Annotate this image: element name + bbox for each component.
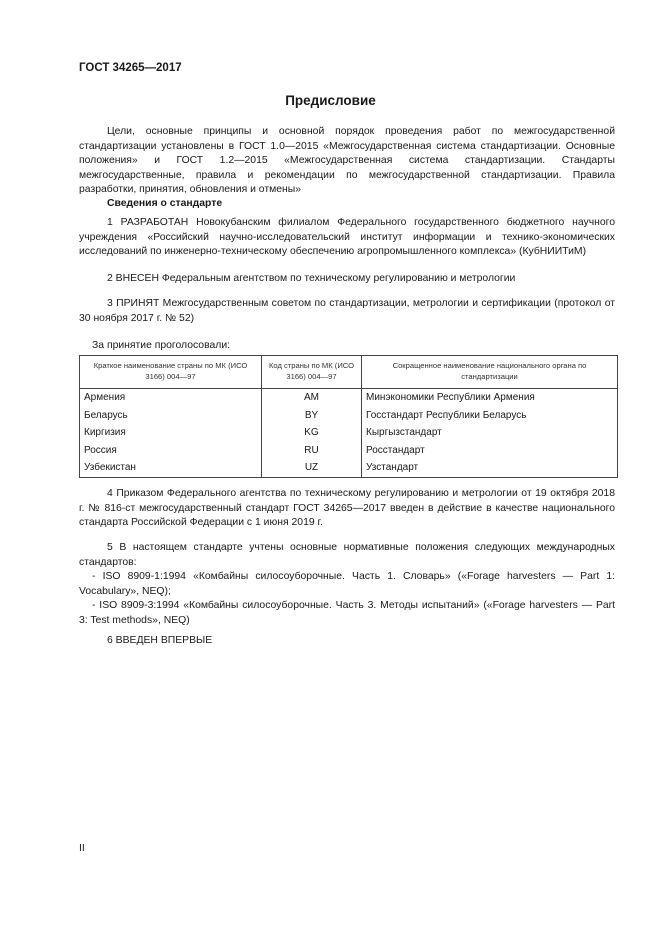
code-cell: KG xyxy=(262,424,362,442)
item-3-adopted: 3 ПРИНЯТ Межгосударственным советом по стандартизации, метрологии и сертификации (протокол от 30 ноября 2017 г. № 52) xyxy=(79,298,615,324)
code-cell: BY xyxy=(262,407,362,425)
table-row xyxy=(80,407,618,425)
code-cell: UZ xyxy=(262,459,362,477)
table-row xyxy=(80,424,618,442)
country-cell: Узбекистан xyxy=(80,459,262,477)
body-cell: Кыргызстандарт xyxy=(362,424,618,442)
code-cell: RU xyxy=(262,442,362,460)
item-5-iso-8909-3: - ISO 8909-3:1994 «Комбайны силосоуборочные. Часть 3. Методы испытаний» («Forage harvesters — Part 3: Test methods», NEQ) xyxy=(79,600,615,626)
country-cell: Россия xyxy=(80,442,262,460)
country-cell: Беларусь xyxy=(80,407,262,425)
intro-paragraph: Цели, основные принципы и основной порядок проведения работ по межгосударственной стандартизации установлены в ГОСТ 1.0—2015 «Межгосударственная система стандартизации. Основные положения» и ГОСТ 1.2—2015 «Межгосударственная система стандартизации. Стандарты межгосударственные, правила и рекомендации по межгосударственной стандартизации. Правила разработки, принятия, обновления и отмены» xyxy=(79,126,615,195)
item-1-developed: 1 РАЗРАБОТАН Новокубанским филиалом Федерального государственного бюджетного научного учреждения «Российский научно-исследовательский институт информации и технико-экономических исследований по инженерно-техническому обеспечению агропромышленного комплекса» (КубНИИТиМ) xyxy=(79,217,615,257)
body-cell: Минэкономики Республики Армения xyxy=(362,389,618,407)
voting-table xyxy=(79,355,618,478)
page-title: Предисловие xyxy=(285,93,376,108)
header-country: Краткое наименование страны по МК (ИСО 3166) 004—97 xyxy=(80,356,262,389)
country-cell: Армения xyxy=(80,389,262,407)
item-5-intro: 5 В настоящем стандарте учтены основные нормативные положения следующих международных стандартов: xyxy=(79,542,615,568)
item-6-first-introduced: 6 ВВЕДЕН ВПЕРВЫЕ xyxy=(107,635,213,646)
body-cell: Узстандарт xyxy=(362,459,618,477)
body-cell: Госстандарт Республики Беларусь xyxy=(362,407,618,425)
table-row xyxy=(80,459,618,477)
vote-label: За принятие проголосовали: xyxy=(92,340,231,351)
standard-header: ГОСТ 34265—2017 xyxy=(79,62,182,74)
country-cell: Киргизия xyxy=(80,424,262,442)
item-4-order: 4 Приказом Федерального агентства по техническому регулированию и метрологии от 19 октября 2018 г. № 816-ст межгосударственный стандарт ГОСТ 34265—2017 введен в действие в качестве национального стандарта Российской Федерации с 1 июня 2019 г. xyxy=(79,488,615,528)
table-header-row xyxy=(80,356,618,389)
table-row xyxy=(80,442,618,460)
body-cell: Росстандарт xyxy=(362,442,618,460)
header-body: Сокращенное наименование национального органа по стандартизации xyxy=(362,356,618,389)
table-row xyxy=(80,389,618,407)
section-subheading: Сведения о стандарте xyxy=(107,198,223,209)
item-5-iso-8909-1: - ISO 8909-1:1994 «Комбайны силосоуборочные. Часть 1. Словарь» («Forage harvesters — Part 1: Vocabulary», NEQ); xyxy=(79,571,615,597)
page-number: II xyxy=(79,843,85,854)
code-cell: AM xyxy=(262,389,362,407)
header-code: Код страны по МК (ИСО 3166) 004—97 xyxy=(262,356,362,389)
item-2-introduced: 2 ВНЕСЕН Федеральным агентством по техническому регулированию и метрологии xyxy=(107,273,516,284)
